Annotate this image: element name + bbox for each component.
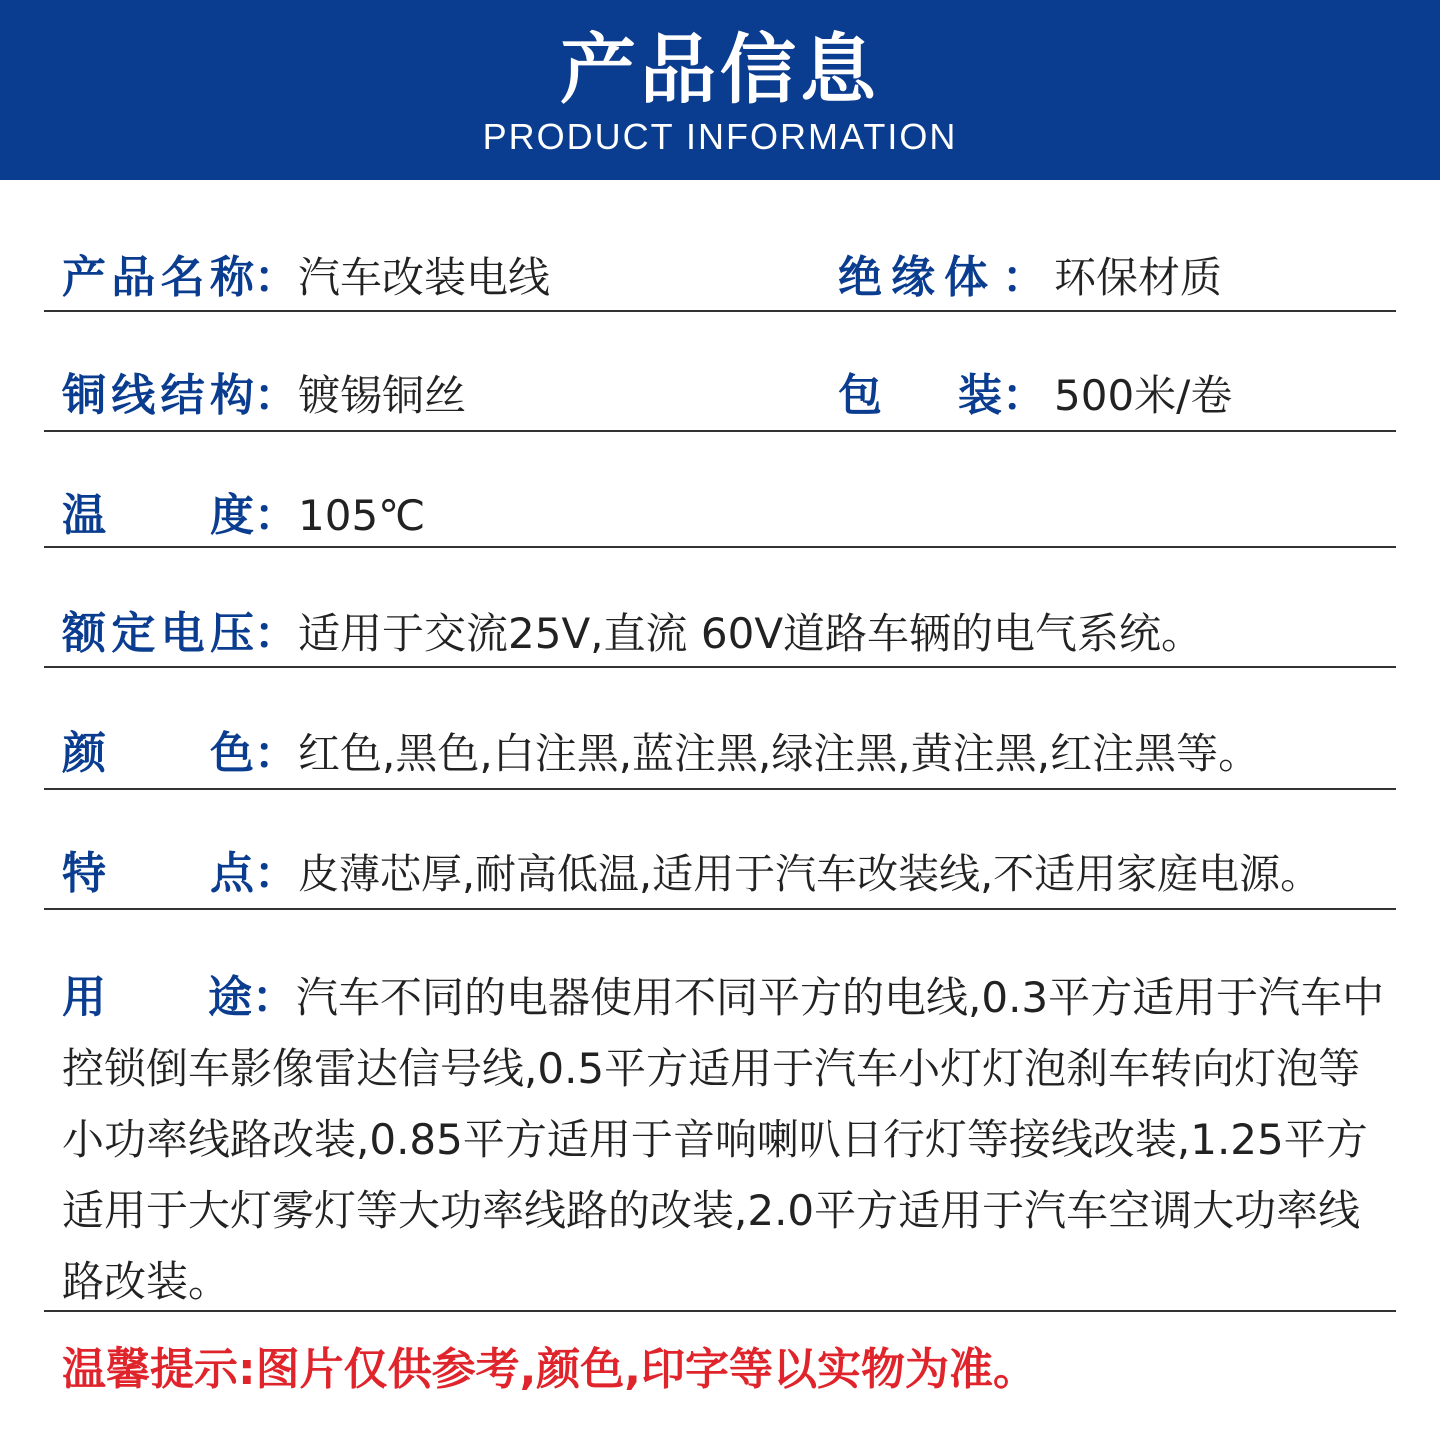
label-feature: 特 点 [62,848,254,899]
spec-row-copper-packaging [44,366,1396,426]
value-product-name: 汽车改装电线 [298,253,551,302]
spec-row-color [44,724,1396,784]
divider [44,310,1396,312]
value-insulation: 环保材质 [1054,253,1223,302]
colon: ： [254,848,298,899]
warm-tip: 温馨提示:图片仅供参考,颜色,印字等以实物为准。 [62,1344,1038,1395]
label-packaging: 包 装 [838,370,1002,421]
divider [44,666,1396,668]
divider [44,908,1396,910]
spec-row-name-insulation [44,248,1396,308]
value-packaging: 500米/卷 [1054,371,1233,420]
page-title: 产品信息 [560,25,880,114]
label-product-name: 产 品 名 称 [62,252,254,303]
divider [44,788,1396,790]
value-usage: 汽车不同的电器使用不同平方的电线,0.3平方适用于汽车中控锁倒车影像雷达信号线,0.5平方适用于汽车小灯灯泡刹车转向灯泡等小功率线路改装,0.85平方适用于音响喇叭日行灯等接线改装,1.25平方适用于大灯雾灯等大功率线路的改装,2.0平方适用于汽车空调大功率线路改装。 [62,973,1385,1306]
colon: ： [1002,370,1046,421]
value-color: 红色,黑色,白注黑,蓝注黑,绿注黑,黄注黑,红注黑等。 [298,729,1261,778]
value-temperature: 105℃ [298,491,426,540]
divider [44,430,1396,432]
label-temperature: 温 度 [62,490,254,541]
colon: ： [254,370,298,421]
label-color: 颜 色 [62,728,254,779]
label-copper-structure: 铜 线 结 构 [62,370,254,421]
spec-row-voltage [44,604,1396,664]
page-subtitle: PRODUCT INFORMATION [482,116,958,157]
spec-usage [62,962,1392,1317]
spec-row-feature [44,844,1396,904]
header-banner [0,0,1440,180]
value-feature: 皮薄芯厚,耐高低温,适用于汽车改装线,不适用家庭电源。 [298,850,1322,898]
divider [44,546,1396,548]
label-rated-voltage: 额 定 电 压 [62,608,254,659]
colon: ： [254,252,298,303]
divider [44,1310,1396,1312]
label-usage: 用 途 ： [62,972,296,1023]
colon: ： [254,728,298,779]
value-copper-structure: 镀锡铜丝 [298,371,467,420]
colon: ： [254,490,298,541]
spec-row-temperature [44,486,1396,546]
colon: ： [254,608,298,659]
value-rated-voltage: 适用于交流25V,直流 60V道路车辆的电气系统。 [298,609,1204,658]
label-insulation: 绝 缘 体 [838,252,988,303]
colon: ： [1002,252,1046,303]
